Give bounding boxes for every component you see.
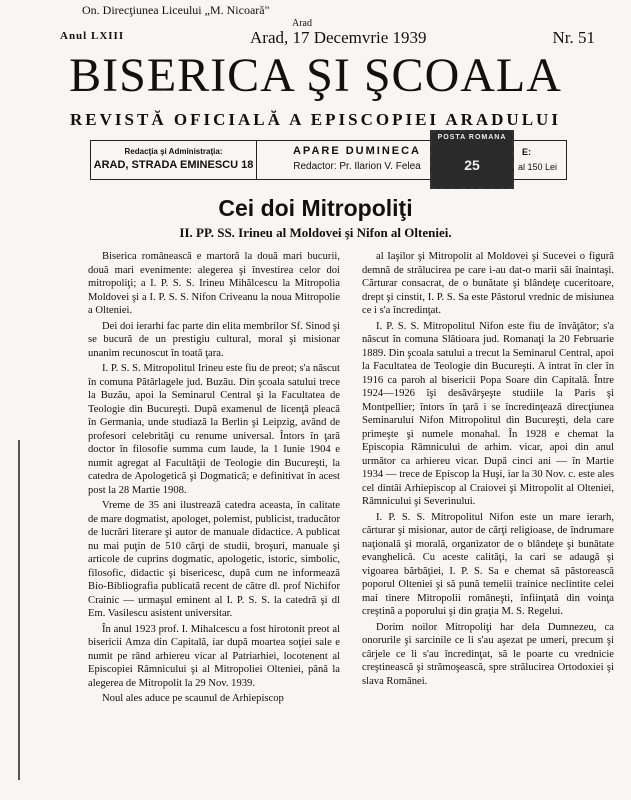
paragraph: Noul ales aduce pe scaunul de Arhiepiscop <box>102 693 284 704</box>
masthead-subtitle: REVISTĂ OFICIALĂ A EPISCOPIEI ARADULUI <box>70 110 561 129</box>
paragraph: Biserica românească e martoră la două mari bucurii, două mari evenimente: alegerea şi învestirea celor doi mitropoliţi; a I. P. S. S. Irineu Mihălcescu la Mitropolia Moldovei şi a I. P. S. S. Nifon Criveanu la noua Mitropolie a Olteniei. <box>88 251 340 316</box>
paragraph: Dei doi ierarhi fac parte din elita membrilor Sf. Sinod şi se bucură de un prestigiu cultural, moral şi misionar unanim recunoscut în toată ţara. <box>88 320 340 359</box>
stamp-line-2: Arad <box>292 18 312 29</box>
paragraph: I. P. S. S. Mitropolitul Irineu este fiu de preot; s'a născut în comuna Pătârlagele jud. Buzău. Din şcoala satului trece la Buzău, apoi la Seminarul Central şi la Facultatea de Teologie din Bucureşti. După examenul de licenţă pleacă în Germania, unde studiază la Berlin şi Leipzig, având de profesori celebrităţi cu renume universal. Întors în ţară doctor în filosofie summa cum laude, la 1 Iunie 1904 e numit agregat al Facultăţii de Teologie din Bucureşti, la catedra de Apologetică şi Dogmatică; e definitivat în acest post la 28 Martie 1908. <box>88 363 340 496</box>
article-subtitle: II. PP. SS. Irineu al Moldovei şi Nifon al Olteniei. <box>179 225 452 240</box>
paragraph: I. P. S. S. Mitropolitul Nifon este un mare ierarh, cărturar şi misionar, autor de cărţi religioase, de îndrumare naţională şi morală, organizator de o blândeţe şi bunătate evanghelică. Cu aceste calităţi, la cari se adaugă şi vigoarea bărbăţiei, I. P. S. Sa e chemat să păstorească poporul Olteniei şi să pună temelii trainice neclintite celei mai tinere Mitropolii româneşti, înfiinţată din voinţa creştină a poporului şi din graţia M. S. Regelui. <box>362 511 614 617</box>
postage-stamp <box>430 130 514 189</box>
issue-date: Arad, 17 Decemvrie 1939 <box>250 28 427 47</box>
editor-name: Redactor: Pr. Ilarion V. Felea <box>293 161 421 172</box>
article-title: Cei doi Mitropoliţi <box>218 195 413 221</box>
subscription-price: al 150 Lei <box>518 162 558 172</box>
issue-number: Nr. 51 <box>552 28 595 47</box>
year-label: Anul LXIII <box>60 30 125 42</box>
margin-line <box>18 440 20 780</box>
paragraph: Vreme de 35 ani ilustrează catedra aceasta, în calitate de mare dogmatist, apologet, polemist, publicist, traducător de lucrări literare şi autor de manuale didactice. A publicat nu mai puţin de 510 cărţi de studii, broşuri, manuale şi articole de cuprins dogmatic, apologetic, istoric, simbolic, filosofic, didactic şi bisericesc, după cum ne informează Bio-Bibliografia publicată recent de către dl. prof Nichifor Crainic — urmaşul eminent al I. P. S. S. la catedră şi dl Em. Vasilescu asistent universitar. <box>88 500 340 619</box>
subscription-label: E: <box>522 147 531 157</box>
editorial-office <box>91 141 257 179</box>
postage-value: 25 <box>464 157 480 173</box>
paragraph: I. P. S. S. Mitropolitul Nifon este fiu de învăţător; s'a născut în comuna Slătioara jud. Romanaţi la 20 Februarie 1889. Din şcoala satului a trecut la Seminarul Central, apoi la Facultatea de Teologie din Bucureşti. A intrat în cler în 1916 ca paroh al bisericii Popa Soare din Capitală. Între 1924—1926 îşi desăvârşeşte studiile la Paris şi Montpellier; întors în ţară i se încredinţează direcţiunea Seminarului Nifon Mitropolitul din Bucureşti, dela care primeşte şi numele monahal. În 1928 e chemat la Episcopia Râmnicului de arhim. vicar, apoi din anul următor ca arhiereu vicar. După cinci ani — în Martie 1934 — trece de Episcop la Huşi, iar la 30 Nov. c. este ales cel dintâi Arhiepiscop al Craiovei şi Mitropolit al Olteniei, Râmnicului şi Severinului. <box>362 320 614 507</box>
masthead-title: BISERICA ŞI ŞCOALA <box>69 49 562 102</box>
stamp-line-1: On. Direcţiunea Liceului „M. Nicoară" <box>82 3 270 17</box>
postage-text: POSTA ROMANA <box>437 134 507 141</box>
paragraph: al Iaşilor şi Mitropolit al Moldovei şi Sucevei o figură demnă de strălucirea pe care i-au dat-o marii săi înaintaşi. Cărturar consacrat, de o bunătate şi blândeţe cuceritoare, drept şi cinstit, I. P. S. Sa este Păstorul vrednic de misiunea ce i s'a încredinţat. <box>362 251 614 316</box>
office-label: Redacţia şi Administraţia: <box>124 147 223 156</box>
article-column-left <box>88 250 340 708</box>
paragraph: Dorim noilor Mitropoliţi har dela Dumnezeu, ca onorurile şi sarcinile ce li s'au aşezat pe umeri, precum şi cârjele ce li s'au încredinţat, să le poarte cu vrednicie creştinească şi strămoşească, spre strălucirea Ortodoxiei şi slava Românei. <box>362 621 614 687</box>
article-column-right <box>362 250 614 690</box>
dateline <box>60 28 595 48</box>
publication-info <box>257 141 457 179</box>
publication-frequency: APARE DUMINECA <box>292 145 422 157</box>
office-address: ARAD, STRADA EMINESCU 18 <box>93 159 254 171</box>
subscription-info <box>513 141 566 179</box>
paragraph: În anul 1923 prof. I. Mihalcescu a fost hirotonit preot al bisericii Amza din Capitală, iar după moartea soţiei sale e numit pe rând arhiereu vicar al Patriarhiei, locotenent al Episcopiei Râmnicului şi al Mitropoliei Olteniei, până la alegerea de Mitropolit la 29 Nov. 1939. <box>88 623 340 689</box>
library-stamp <box>82 4 312 30</box>
